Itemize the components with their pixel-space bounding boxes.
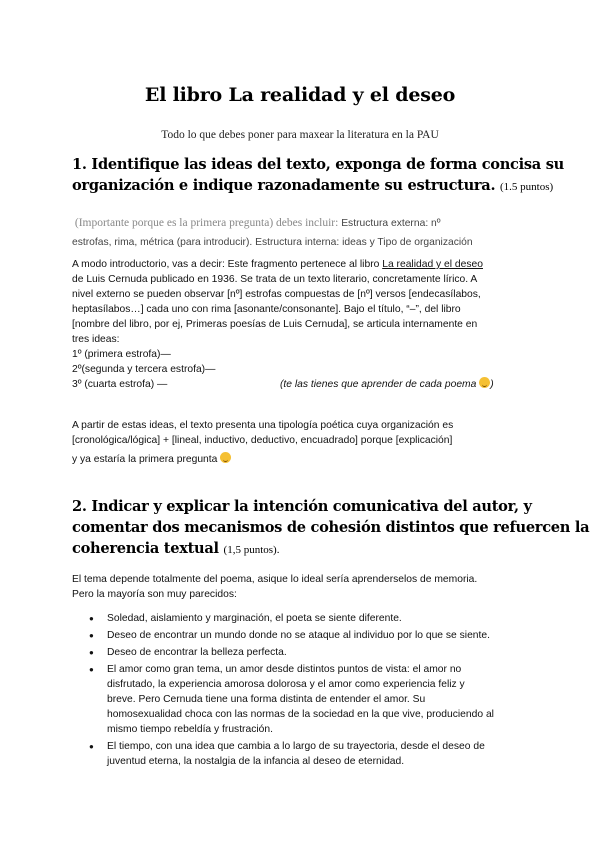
question-1-intro-paragraph <box>72 257 532 392</box>
idea-line-2: 2º(segunda y tercera estrofa)— <box>72 364 216 375</box>
smile-emoji-icon <box>220 452 231 463</box>
paragraph-line: El tema depende totalmente del poema, asique lo ideal sería aprenderselos de memoria. <box>72 574 478 585</box>
idea-line-3 <box>72 377 532 392</box>
list-item <box>72 739 532 769</box>
question-1-heading <box>72 154 564 198</box>
theme-bullet-list <box>72 611 532 771</box>
learn-note-text: (te las tienes que aprender de cada poema <box>280 379 477 390</box>
question-2-heading-text: coherencia textual <box>72 540 219 557</box>
question-1-organization-paragraph <box>72 418 532 448</box>
idea-3-text: 3º (cuarta estrofa) — <box>72 379 168 390</box>
list-item-line: ● El amor como gran tema, un amor desde distintos puntos de vista: el amor no <box>107 664 462 675</box>
paragraph-line: heptasílabos…] cada uno con rima [asonante/consonante]. Bajo el título, “–”, del libro <box>72 304 461 315</box>
paragraph-line: de Luis Cernuda publicado en 1936. Se trata de un texto literario, concretamente lírico. A <box>72 274 478 285</box>
question-2-points: (1,5 puntos). <box>223 544 280 556</box>
list-item-line: ● Deseo de encontrar un mundo donde no se ataque al individuo por lo que se siente. <box>107 630 490 641</box>
list-item-line: ● Deseo de encontrar la belleza perfecta. <box>107 647 287 658</box>
question-1-heading-line: 1. Identifique las ideas del texto, exponga de forma concisa su <box>72 156 564 173</box>
list-item-line: juventud eterna, la nostalgia de la infancia al deseo de eternidad. <box>107 756 405 767</box>
list-item-line: breve. Pero Cernuda tiene una forma distinta de entender el amor. Su <box>107 694 426 705</box>
list-item <box>72 662 532 737</box>
note-line: estrofas, rima, métrica (para introducir). Estructura interna: ideas y Tipo de organización <box>72 237 473 248</box>
question-2-heading <box>72 496 590 561</box>
paragraph-line: [cronológica/lógica] + [lineal, inductivo, deductivo, encuadrado] porque [explicación] <box>72 435 453 446</box>
paragraph-line: nivel externo se pueden observar [nº] estrofas compuestas de [nº] versos [endecasílabos, <box>72 289 481 300</box>
paragraph-line <box>72 452 532 467</box>
list-item <box>72 628 532 643</box>
note-gray-text: (Importante porque es la primera pregunta) debes incluir: <box>74 217 339 229</box>
idea-line-1: 1º (primera estrofa)— <box>72 349 171 360</box>
page-subtitle: Todo lo que debes poner para maxear la literatura en la PAU <box>161 129 439 141</box>
learn-note-close: ) <box>490 379 494 390</box>
note-text: Estructura externa: nº <box>338 218 441 229</box>
learn-note <box>280 377 494 392</box>
paragraph-line: [nombre del libro, por ej, Primeras poesías de Luis Cernuda], se articula internamente en <box>72 319 478 330</box>
list-item-line: ● Soledad, aislamiento y marginación, el poeta se siente diferente. <box>107 613 402 624</box>
list-item-line: ● El tiempo, con una idea que cambia a lo largo de su trayectoria, desde el deseo de <box>107 741 485 752</box>
question-1-points: (1.5 puntos) <box>500 181 554 193</box>
list-item <box>72 611 532 626</box>
question-1-heading-line <box>72 175 554 198</box>
paragraph-line: Pero la mayoría son muy parecidos: <box>72 589 237 600</box>
list-item-line: mismo tiempo rebeldía y frustración. <box>107 724 273 735</box>
closing-text: y ya estaría la primera pregunta <box>72 454 218 465</box>
question-2-heading-line: comentar dos mecanismos de cohesión distintos que refuercen la <box>72 519 590 536</box>
question-1-heading-text: organización e indique razonadamente su estructura. <box>72 177 496 194</box>
question-2-intro-paragraph <box>72 572 532 602</box>
paragraph-line: A partir de estas ideas, el texto presenta una tipología poética cuya organización es <box>72 420 454 431</box>
page-title: El libro La realidad y el deseo <box>144 84 456 106</box>
paragraph-line <box>72 257 532 272</box>
question-1-closing <box>72 452 532 467</box>
question-1-note <box>72 214 532 252</box>
question-2-heading-line: 2. Indicar y explicar la intención comunicativa del autor, y <box>72 498 532 515</box>
list-item <box>72 645 532 660</box>
note-line <box>72 214 532 233</box>
book-title-link[interactable]: La realidad y el deseo <box>382 259 483 270</box>
question-2-heading-line <box>72 538 532 561</box>
intro-text: A modo introductorio, vas a decir: Este fragmento pertenece al libro <box>72 259 383 270</box>
list-item-line: disfrutado, la experiencia amorosa dolorosa y el amor como experiencia feliz y <box>107 679 465 690</box>
cat-emoji-icon <box>479 377 490 388</box>
list-item-line: homosexualidad choca con las normas de la sociedad en la que vive, produciendo al <box>107 709 494 720</box>
paragraph-line: tres ideas: <box>72 334 120 345</box>
